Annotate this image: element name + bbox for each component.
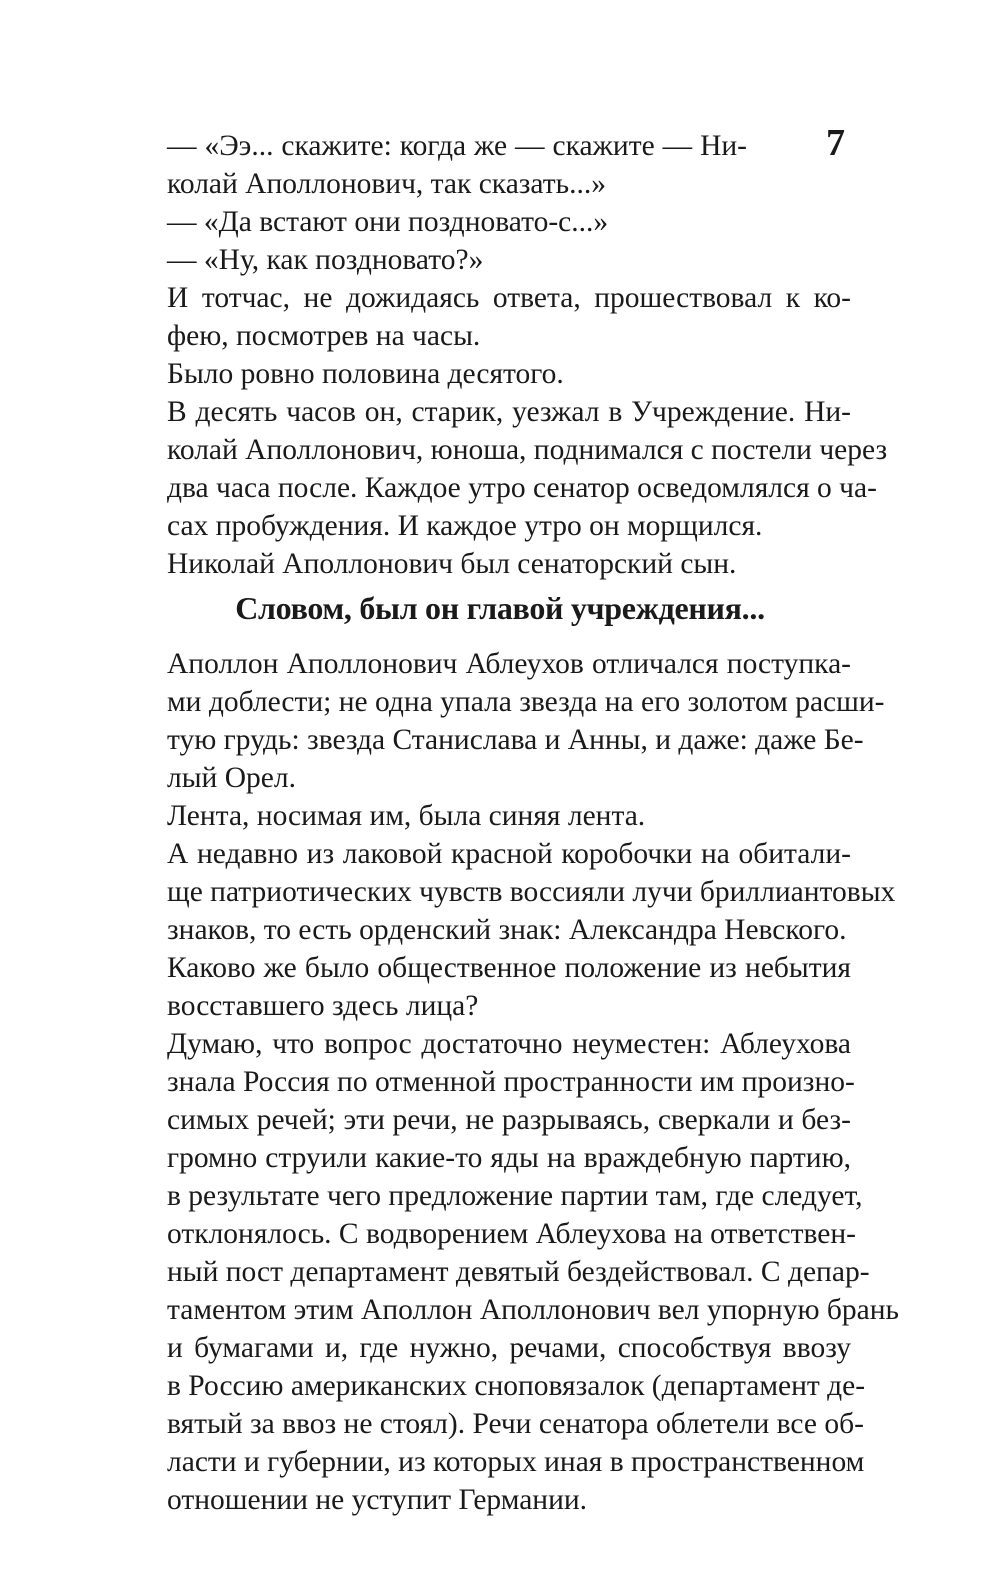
text-line: колай Аполлонович, так сказать...» — [167, 168, 606, 200]
text-line: Лента, носимая им, была синяя лента. — [167, 800, 646, 832]
text-line: знала Россия по отменной пространности им произно- — [167, 1066, 855, 1098]
text-line: колай Аполлонович, юноша, поднимался с постели через — [167, 434, 888, 466]
text-line: отклонялось. С водворением Аблеухова на ответствен- — [167, 1218, 856, 1250]
text-line: сах пробуждения. И каждое утро он морщился. — [167, 510, 763, 542]
text-line: Аполлон Аполлонович Аблеухов отличался поступка- — [167, 648, 851, 680]
text-line: восставшего здесь лица? — [167, 990, 479, 1022]
text-line: — «Ну, как поздновато?» — [167, 244, 484, 276]
text-line: громно струили какие-то яды на враждебную партию, — [167, 1142, 851, 1174]
text-line: вятый за ввоз не стоял). Речи сенатора облетели все об- — [167, 1408, 864, 1440]
text-line: отношении не уступит Германии. — [167, 1484, 588, 1516]
text-line: А недавно из лаковой красной коробочки на обитали- — [167, 838, 851, 870]
text-line: тую грудь: звезда Станислава и Анны, и даже: даже Бе- — [167, 724, 864, 756]
text-line: в результате чего предложение партии там, где следует, — [167, 1180, 863, 1212]
section-heading: Словом, был он главой учреждения... — [235, 590, 765, 626]
text-line: И тотчас, не дожидаясь ответа, прошествовал к ко- — [167, 282, 851, 314]
text-line: лый Орел. — [167, 762, 296, 794]
text-line: таментом этим Аполлон Аполлонович вел упорную брань — [167, 1294, 899, 1326]
text-line: ще патриотических чувств воссияли лучи бриллиантовых — [167, 876, 896, 908]
text-line: ласти и губернии, из которых иная в пространственном — [167, 1446, 865, 1478]
text-line: Николай Аполлонович был сенаторский сын. — [167, 548, 737, 580]
text-line: знаков, то есть орденский знак: Александра Невского. — [167, 914, 847, 946]
text-line: Каково же было общественное положение из небытия — [167, 952, 851, 984]
text-line: Было ровно половина десятого. — [167, 358, 564, 390]
text-block-bottom — [167, 645, 899, 1519]
text-block-top — [167, 127, 888, 583]
text-line: в Россию американских сноповязалок (департамент де- — [167, 1370, 866, 1402]
text-line: два часа после. Каждое утро сенатор осведомлялся о ча- — [167, 472, 877, 504]
text-line: фею, посмотрев на часы. — [167, 320, 481, 352]
text-line: В десять часов он, старик, уезжал в Учреждение. Ни- — [167, 396, 851, 428]
page-number: 7 — [826, 122, 845, 164]
text-line: — «Да встают они поздновато-с...» — [167, 206, 609, 238]
text-line: ми доблести; не одна упала звезда на его золотом расши- — [167, 686, 885, 718]
text-line: — «Ээ... скажите: когда же — скажите — Ни- — [167, 130, 747, 162]
text-line: Думаю, что вопрос достаточно неуместен: Аблеухова — [167, 1028, 851, 1060]
text-line: симых речей; эти речи, не разрываясь, сверкали и без- — [167, 1104, 851, 1136]
text-line: и бумагами и, где нужно, речами, способствуя ввозу — [167, 1332, 851, 1364]
text-line: ный пост департамент девятый бездействовал. С депар- — [167, 1256, 870, 1288]
